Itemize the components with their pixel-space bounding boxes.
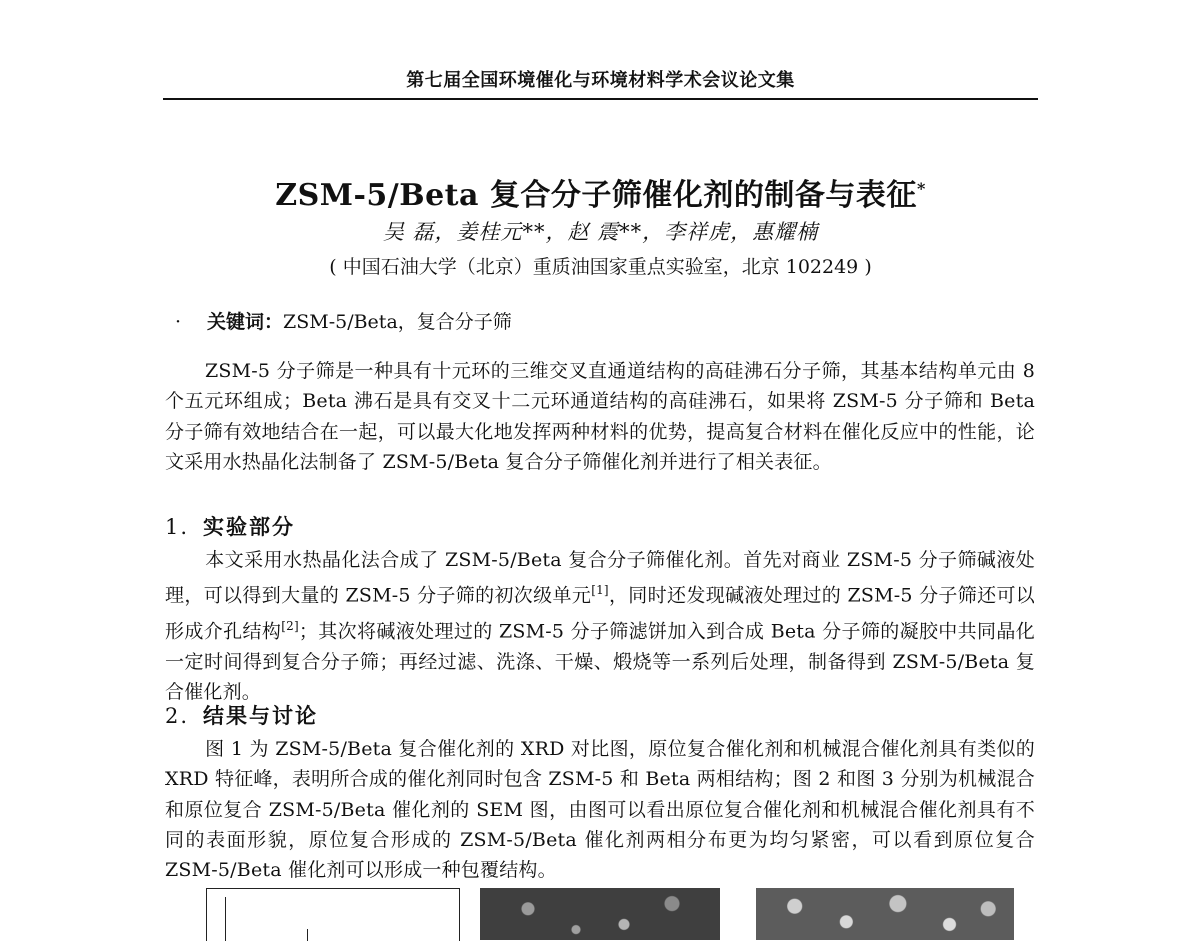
keywords-value: ZSM-5/Beta，复合分子筛 — [283, 311, 512, 333]
citation-1: [1] — [591, 583, 609, 598]
running-header: 第七届全国环境催化与环境材料学术会议论文集 — [406, 70, 795, 91]
affiliation: ( 中国石油大学（北京）重质油国家重点实验室，北京 102249 ) — [329, 256, 872, 278]
section-number: 1. — [165, 515, 190, 539]
section-1-text-b: ，同时还发现碱液处理过的 ZSM-5 分子筛还可以形成介孔结构 — [165, 584, 1036, 643]
header-rule — [163, 98, 1038, 100]
keywords-bullet: · — [175, 311, 182, 333]
sem-image-in-situ — [756, 888, 1014, 940]
section-heading-1 — [165, 511, 295, 541]
title-footnote-mark: * — [916, 179, 926, 198]
section-1-text-a: 本文采用水热晶化法合成了 ZSM-5/Beta 复合分子筛催化剂。首先对商业 ZSM-5 分子筛碱液处理，可以得到大量的 ZSM-5 分子筛的初次级单元 — [165, 549, 1035, 607]
section-title: 结果与讨论 — [203, 704, 319, 728]
paper-title — [163, 170, 1038, 214]
intro-text: ZSM-5 分子筛是一种具有十元环的三维交叉直通道结构的高硅沸石分子筛，其基本结构单元由 8 个五元环组成；Beta 沸石是具有交叉十二元环通道结构的高硅沸石，如果将 ZSM-5 分子筛和 Beta 分子筛有效地结合在一起，可以最大化地发挥两种材料的优势，提高复合材料在催化反应中的性能，论文采用水热晶化法制备了 ZSM-5/Beta 复合分子筛催化剂并进行了相关表征。 — [165, 360, 1035, 473]
section-heading-2 — [165, 700, 318, 730]
xrd-figure — [206, 888, 460, 941]
keywords-line — [175, 307, 1025, 334]
sem-image-mechanical-mix — [480, 888, 720, 940]
section-1-paragraph — [165, 545, 1035, 707]
keywords-label: 关键词： — [207, 311, 284, 333]
intro-paragraph — [165, 356, 1035, 477]
author-list: 吴 磊，姜桂元**，赵 震**，李祥虎，惠耀楠 — [382, 220, 819, 244]
section-2-paragraph — [165, 734, 1035, 885]
section-title: 实验部分 — [203, 515, 296, 539]
xrd-peak — [307, 929, 308, 941]
paper-title-text: ZSM-5/Beta 复合分子筛催化剂的制备与表征 — [275, 178, 917, 213]
section-1-text-c: ；其次将碱液处理过的 ZSM-5 分子筛滤饼加入到合成 Beta 分子筛的凝胶中共同晶化一定时间得到复合分子筛；再经过滤、洗涤、干燥、煅烧等一系列后处理，制备得到 ZSM-5/Beta 复合催化剂。 — [165, 620, 1035, 703]
section-2-text: 图 1 为 ZSM-5/Beta 复合催化剂的 XRD 对比图，原位复合催化剂和机械混合催化剂具有类似的 XRD 特征峰，表明所合成的催化剂同时包含 ZSM-5 和 Beta 两相结构；图 2 和图 3 分别为机械混合和原位复合 ZSM-5/Beta 催化剂的 SEM 图，由图可以看出原位复合催化剂和机械混合催化剂具有不同的表面形貌，原位复合形成的 ZSM-5/Beta 催化剂两相分布更为均匀紧密，可以看到原位复合 ZSM-5/Beta 催化剂可以形成一种包覆结构。 — [165, 738, 1035, 882]
section-number: 2. — [165, 704, 190, 728]
xrd-axis — [225, 897, 226, 941]
citation-2: [2] — [281, 618, 299, 633]
